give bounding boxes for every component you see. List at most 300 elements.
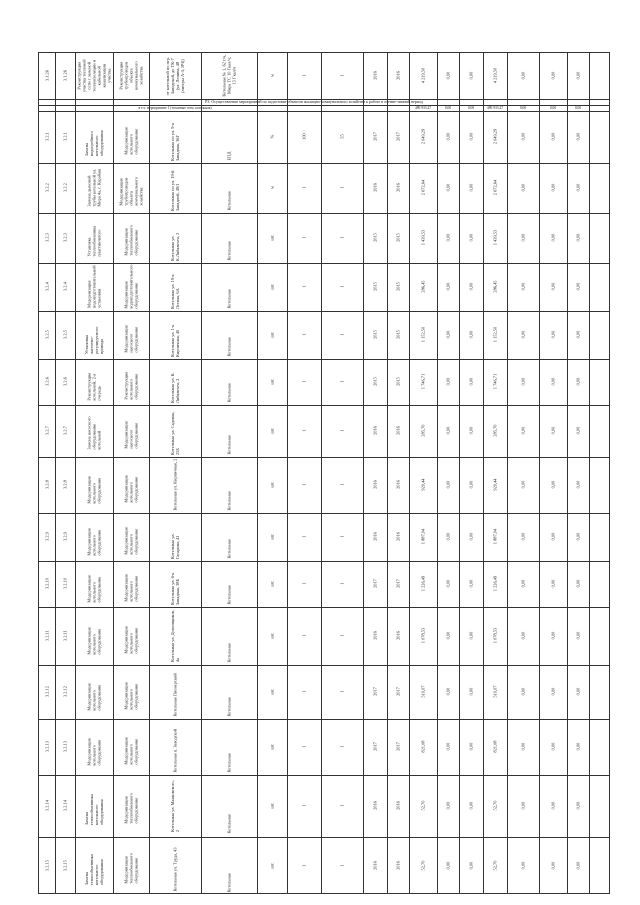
row-8-purpose-cell xyxy=(113,457,149,513)
row-13-qty: 1 xyxy=(301,745,307,749)
row-1-work-cell xyxy=(75,111,113,163)
row-3-s5-cell xyxy=(539,213,567,263)
row-14-s4-cell xyxy=(507,775,539,837)
row-4-s5: 0,00 xyxy=(550,283,556,291)
row-13-sum: 821,08 xyxy=(420,740,426,754)
row-8-unit-cell xyxy=(257,457,287,513)
row-2-s4-cell xyxy=(507,163,539,213)
top-row-method: Котельная № 1, 62 т/ч, Мира ТС 10 Гкал/ч; 15 Гкал/ч xyxy=(221,55,237,97)
row-2-year1-cell xyxy=(363,163,387,213)
row-10-code: 3.2.10 xyxy=(62,578,68,590)
row-8-method-cell xyxy=(201,457,257,513)
row-9-year1-cell xyxy=(363,513,387,561)
row-10-s4: 0,00 xyxy=(520,580,526,588)
row-8-s3-cell xyxy=(483,457,507,513)
row-6-year2: 2015 xyxy=(395,377,401,387)
row-5-num-cell xyxy=(39,311,55,359)
row-9-time: 1 xyxy=(339,535,345,539)
row-8-time-cell xyxy=(321,457,363,513)
row-6-qty: 1 xyxy=(301,380,307,384)
row-10-method-cell xyxy=(201,561,257,607)
row-7-s5: 0,00 xyxy=(550,427,556,435)
row-11-num: 3.2.11 xyxy=(44,630,50,642)
row-5-qty: 1 xyxy=(301,333,307,337)
row-5-s4: 0,00 xyxy=(520,331,526,339)
row-6-work: Реконструкция котельной, 2-я очередь xyxy=(86,373,102,401)
row-14-s1-cell xyxy=(437,775,459,837)
row-10-purpose: Модернизация котельного оборудования xyxy=(123,574,139,602)
row-15-qty-cell xyxy=(287,837,321,895)
row-15-time: 1 xyxy=(339,864,345,868)
row-8-address: Котельная ул. Кирпичная, 2 xyxy=(172,459,178,511)
row-4-sum-cell xyxy=(409,263,437,311)
row-15-work-cell xyxy=(75,837,113,895)
row-5-year1: 2015 xyxy=(372,330,378,340)
row-15-s1-cell xyxy=(437,837,459,895)
row-7-address: Котельная ул. Садовая, 25Б xyxy=(169,411,180,455)
row-11-time-cell xyxy=(321,607,363,665)
row-12-code: 3.2.12 xyxy=(62,686,68,698)
row-15-purpose: Модернизация теплообменного оборудования xyxy=(123,853,139,884)
row-12-year2-cell xyxy=(387,665,409,719)
row-8-year2-cell xyxy=(387,457,409,513)
row-4-year2: 2015 xyxy=(395,282,401,292)
second-row-s4: 0,00 xyxy=(519,106,527,110)
row-10-work: Модернизация котельного оборудования xyxy=(86,575,102,603)
row-2-time: 1 xyxy=(339,186,345,190)
row-11-code-cell xyxy=(55,607,75,665)
row-15-s5-cell xyxy=(539,837,567,895)
row-5-method-cell xyxy=(201,311,257,359)
row-1-work: Замена водогрейного котельного оборудования xyxy=(83,130,105,156)
row-11-year1-cell xyxy=(363,607,387,665)
row-7-year2: 2016 xyxy=(395,426,401,436)
row-10-sum: 1 226,49 xyxy=(420,576,426,592)
row-12-purpose-cell xyxy=(113,665,149,719)
row-10-method: Котельная xyxy=(226,585,232,605)
row-4-s3: 286,45 xyxy=(492,280,498,294)
row-15-code: 3.2.15 xyxy=(62,860,68,872)
row-9-purpose-cell xyxy=(113,513,149,561)
row-9-code: 3.2.9 xyxy=(62,532,68,542)
row-11-year2: 2016 xyxy=(395,631,401,641)
row-1-s4-cell xyxy=(507,111,539,163)
row-4-s3-cell xyxy=(483,263,507,311)
row-4-s1: 0,00 xyxy=(445,283,451,291)
row-5-s5: 0,00 xyxy=(550,331,556,339)
row-15-qty: 1 xyxy=(301,864,307,868)
row-10-s1: 0,00 xyxy=(445,580,451,588)
row-14-code-cell xyxy=(55,775,75,837)
row-9-s3-cell xyxy=(483,513,507,561)
row-2-sum-cell xyxy=(409,163,437,213)
row-11-s5-cell xyxy=(539,607,567,665)
row-4-qty: 1 xyxy=(301,285,307,289)
top-row-num-cell xyxy=(39,53,55,99)
row-7-time: 1 xyxy=(339,429,345,433)
row-11-year2-cell xyxy=(387,607,409,665)
row-9-s4: 0,00 xyxy=(520,533,526,541)
row-2-s5: 0,00 xyxy=(550,184,556,192)
row-14-time: 1 xyxy=(339,804,345,808)
row-7-num-cell xyxy=(39,405,55,457)
row-9-num: 3.2.9 xyxy=(44,532,50,542)
top-row-year1-cell xyxy=(363,53,387,99)
row-14-s5: 0,00 xyxy=(550,802,556,810)
row-14-year2-cell xyxy=(387,775,409,837)
row-12-unit-cell xyxy=(257,665,287,719)
row-9-method-cell xyxy=(201,513,257,561)
row-2-qty-cell xyxy=(287,163,321,213)
top-row-address-cell xyxy=(149,53,201,99)
row-15-sum: 52,70 xyxy=(420,861,426,871)
row-13-purpose-cell xyxy=(113,719,149,775)
row-3-qty: 1 xyxy=(301,236,307,240)
top-row-s6-cell xyxy=(567,53,589,99)
top-row-s6: 0,00 xyxy=(575,72,581,80)
row-2-s1: 0,00 xyxy=(445,184,451,192)
row-12-s1: 0,00 xyxy=(445,688,451,696)
row-13-time-cell xyxy=(321,719,363,775)
row-2-s3: 2 672,64 xyxy=(492,180,498,196)
row-1-address-cell xyxy=(149,111,201,163)
row-2-method: Котельная xyxy=(226,191,232,211)
row-12-year1: 2017 xyxy=(372,687,378,697)
top-row-purpose: Реконструкция трубопроводов объекта коммунального хозяйства xyxy=(118,61,144,91)
row-7-purpose-cell xyxy=(113,405,149,457)
row-11-s1: 0,00 xyxy=(445,632,451,640)
row-1-purpose: Модернизация котельного оборудования xyxy=(123,127,139,155)
row-7-s5-cell xyxy=(539,405,567,457)
row-13-work-cell xyxy=(75,719,113,775)
row-10-qty: 1 xyxy=(301,582,307,586)
second-row-s2: 0,00 xyxy=(467,106,475,110)
row-1-s5-cell xyxy=(539,111,567,163)
row-6-s1: 0,00 xyxy=(445,378,451,386)
row-4-s6-cell xyxy=(567,263,589,311)
row-11-s6-cell xyxy=(567,607,589,665)
row-5-work-cell xyxy=(75,311,113,359)
row-7-s2: 0,00 xyxy=(468,427,474,435)
row-7-method: Котельная xyxy=(226,435,232,455)
row-6-s4-cell xyxy=(507,359,539,405)
row-6-time-cell xyxy=(321,359,363,405)
row-10-purpose-cell xyxy=(113,561,149,607)
row-4-year1: 2015 xyxy=(372,282,378,292)
row-2-purpose-cell xyxy=(113,163,149,213)
row-14-work: Замена теплообменника котельного оборудования xyxy=(83,794,105,825)
row-4-s2-cell xyxy=(459,263,483,311)
top-row-s4-cell xyxy=(507,53,539,99)
row-11-method-cell xyxy=(201,607,257,665)
row-5-num: 3.2.5 xyxy=(44,330,50,340)
row-14-year1: 2016 xyxy=(372,801,378,811)
row-14-work-cell xyxy=(75,775,113,837)
row-5-sum: 1 152,50 xyxy=(420,327,426,343)
row-15-unit-cell xyxy=(257,837,287,895)
row-3-address-cell xyxy=(149,213,201,263)
row-9-s6: 0,00 xyxy=(575,533,581,541)
row-8-address-cell xyxy=(149,457,201,513)
row-13-s6: 0,00 xyxy=(575,743,581,751)
row-8-s1-cell xyxy=(437,457,459,513)
row-7-purpose: Модернизация насосного оборудования xyxy=(123,421,139,449)
row-7-s4: 0,00 xyxy=(520,427,526,435)
row-6-s5: 0,00 xyxy=(550,378,556,386)
row-6-s1-cell xyxy=(437,359,459,405)
row-10-num-cell xyxy=(39,561,55,607)
top-row-qty: 1 xyxy=(301,74,307,78)
row-9-num-cell xyxy=(39,513,55,561)
row-4-address: Котельная ул. 19-я Лесная, 6А xyxy=(169,274,180,309)
second-row-s6: 0,00 xyxy=(574,106,582,110)
row-4-purpose: Модернизация водоподготовительного оборудования xyxy=(123,264,139,309)
top-row-qty-cell xyxy=(287,53,321,99)
row-7-time-cell xyxy=(321,405,363,457)
row-6-s5-cell xyxy=(539,359,567,405)
row-7-year1-cell xyxy=(363,405,387,457)
row-4-s5-cell xyxy=(539,263,567,311)
row-9-method: Котельная xyxy=(226,539,232,559)
row-1-year1: 2017 xyxy=(372,132,378,142)
row-12-year1-cell xyxy=(363,665,387,719)
row-9-address-cell xyxy=(149,513,201,561)
row-5-code-cell xyxy=(55,311,75,359)
row-15-num: 3.2.15 xyxy=(44,860,50,872)
top-row-code-cell xyxy=(55,53,75,99)
row-10-s1-cell xyxy=(437,561,459,607)
row-13-s5-cell xyxy=(539,719,567,775)
row-3-code-cell xyxy=(55,213,75,263)
row-4-code: 3.2.4 xyxy=(62,282,68,292)
row-5-unit: шт. xyxy=(269,331,275,339)
row-6-method: Котельная xyxy=(226,383,232,403)
row-15-address-cell xyxy=(149,837,201,895)
row-14-s6-cell xyxy=(567,775,589,837)
row-1-s4: 0,00 xyxy=(520,133,526,141)
row-2-method-cell xyxy=(201,163,257,213)
row-4-s1-cell xyxy=(437,263,459,311)
row-14-s2: 0,00 xyxy=(468,802,474,810)
row-1-code-cell xyxy=(55,111,75,163)
row-9-unit-cell xyxy=(257,513,287,561)
row-15-year2-cell xyxy=(387,837,409,895)
row-11-unit-cell xyxy=(257,607,287,665)
row-5-year1-cell xyxy=(363,311,387,359)
row-12-time-cell xyxy=(321,665,363,719)
row-12-sum: 510,07 xyxy=(420,685,426,699)
row-14-s5-cell xyxy=(539,775,567,837)
row-1-s2: 0,00 xyxy=(468,133,474,141)
row-5-purpose: Модернизация насосного оборудования xyxy=(123,325,139,353)
row-5-method: Котельная xyxy=(226,337,232,357)
row-2-s5-cell xyxy=(539,163,567,213)
row-9-s2: 0,00 xyxy=(468,533,474,541)
row-12-s5: 0,00 xyxy=(550,688,556,696)
row-3-code: 3.2.3 xyxy=(62,233,68,243)
row-9-s5: 0,00 xyxy=(550,533,556,541)
row-2-s3-cell xyxy=(483,163,507,213)
row-1-qty-cell xyxy=(287,111,321,163)
row-4-purpose-cell xyxy=(113,263,149,311)
row-15-s3-cell xyxy=(483,837,507,895)
row-4-unit-cell xyxy=(257,263,287,311)
row-10-s5-cell xyxy=(539,561,567,607)
row-3-year2: 2015 xyxy=(395,233,401,243)
row-1-unit-cell xyxy=(257,111,287,163)
row-7-unit: шт. xyxy=(269,427,275,435)
row-7-work: Замена насосного оборудования котельной xyxy=(86,416,102,450)
top-row-work-cell xyxy=(75,53,113,99)
row-5-work: Установка частотно-регулируемого привода xyxy=(83,326,105,354)
row-7-s2-cell xyxy=(459,405,483,457)
row-14-sum: 52,70 xyxy=(420,801,426,811)
row-8-s4-cell xyxy=(507,457,539,513)
row-5-s6: 0,00 xyxy=(575,331,581,339)
row-13-s1-cell xyxy=(437,719,459,775)
row-3-s3: 1 439,53 xyxy=(492,230,498,246)
row-14-s3-cell xyxy=(483,775,507,837)
row-15-code-cell xyxy=(55,837,75,895)
row-7-code: 3.2.7 xyxy=(62,426,68,436)
row-10-time-cell xyxy=(321,561,363,607)
row-7-s3-cell xyxy=(483,405,507,457)
row-3-method-cell xyxy=(201,213,257,263)
row-15-address: Котельная ул. Труда, 43 xyxy=(172,847,178,892)
row-13-unit-cell xyxy=(257,719,287,775)
row-4-num-cell xyxy=(39,263,55,311)
top-row-method-cell xyxy=(201,53,257,99)
row-4-code-cell xyxy=(55,263,75,311)
row-9-sum-cell xyxy=(409,513,437,561)
top-row-s1-cell xyxy=(437,53,459,99)
row-6-code: 3.2.6 xyxy=(62,377,68,387)
row-6-year2-cell xyxy=(387,359,409,405)
row-9-work-cell xyxy=(75,513,113,561)
top-row-num: 3.1.26 xyxy=(44,70,50,82)
row-8-s1: 0,00 xyxy=(445,481,451,489)
row-4-time: 1 xyxy=(339,285,345,289)
row-3-s6-cell xyxy=(567,213,589,263)
row-1-time-cell xyxy=(321,111,363,163)
row-13-s3: 821,08 xyxy=(492,740,498,754)
row-8-method: Котельная xyxy=(226,491,232,511)
row-15-s5: 0,00 xyxy=(550,862,556,870)
second-row-s5: 0,00 xyxy=(549,106,557,110)
row-5-s3: 1 152,50 xyxy=(492,327,498,343)
row-2-address-cell xyxy=(149,163,201,213)
row-12-s4-cell xyxy=(507,665,539,719)
row-9-address: Котельная ул. Гагарина, 41 xyxy=(169,533,180,559)
row-3-s2-cell xyxy=(459,213,483,263)
row-7-code-cell xyxy=(55,405,75,457)
row-5-unit-cell xyxy=(257,311,287,359)
top-row-s2: 0,00 xyxy=(468,72,474,80)
row-8-s6-cell xyxy=(567,457,589,513)
row-6-num: 3.2.6 xyxy=(44,377,50,387)
row-9-year2: 2016 xyxy=(395,532,401,542)
row-3-num: 3.2.3 xyxy=(44,233,50,243)
row-9-s2-cell xyxy=(459,513,483,561)
row-13-num: 3.2.13 xyxy=(44,741,50,753)
row-13-code-cell xyxy=(55,719,75,775)
row-8-code-cell xyxy=(55,457,75,513)
row-9-purpose: Модернизация котельного оборудования xyxy=(123,527,139,555)
row-13-method-cell xyxy=(201,719,257,775)
top-row-sum-cell xyxy=(409,53,437,99)
row-6-s6-cell xyxy=(567,359,589,405)
row-3-s4-cell xyxy=(507,213,539,263)
row-4-method: Котельная xyxy=(226,289,232,309)
row-13-purpose: Модернизация котельного оборудования xyxy=(123,737,139,765)
row-10-unit: шт. xyxy=(269,580,275,588)
row-1-sum: 2 049,29 xyxy=(420,129,426,145)
row-10-qty-cell xyxy=(287,561,321,607)
row-6-s2: 0,00 xyxy=(468,378,474,386)
row-8-qty: 1 xyxy=(301,483,307,487)
top-row-year1: 2016 xyxy=(372,71,378,81)
row-4-s6: 0,00 xyxy=(575,283,581,291)
row-1-num: 3.2.1 xyxy=(44,132,50,142)
row-13-code: 3.2.13 xyxy=(62,741,68,753)
row-4-address-cell xyxy=(149,263,201,311)
top-row-s4: 0,00 xyxy=(520,72,526,80)
row-8-qty-cell xyxy=(287,457,321,513)
row-13-sum-cell xyxy=(409,719,437,775)
row-4-s4: 0,00 xyxy=(520,283,526,291)
row-2-s1-cell xyxy=(437,163,459,213)
row-14-s4: 0,00 xyxy=(520,802,526,810)
row-8-sum-cell xyxy=(409,457,437,513)
row-8-sum: 920,44 xyxy=(420,478,426,492)
row-8-s3: 920,44 xyxy=(492,478,498,492)
row-2-s2: 0,00 xyxy=(468,184,474,192)
row-8-num: 3.2.8 xyxy=(44,480,50,490)
row-6-s6: 0,00 xyxy=(575,378,581,386)
row-1-s6: 0,00 xyxy=(575,133,581,141)
row-12-s6: 0,00 xyxy=(575,688,581,696)
row-5-s2-cell xyxy=(459,311,483,359)
row-3-purpose-cell xyxy=(113,213,149,263)
document-table xyxy=(38,52,610,894)
row-14-address-cell xyxy=(149,775,201,837)
row-5-s2: 0,00 xyxy=(468,331,474,339)
row-10-code-cell xyxy=(55,561,75,607)
row-11-s2: 0,00 xyxy=(468,632,474,640)
row-14-method-cell xyxy=(201,775,257,837)
row-5-s6-cell xyxy=(567,311,589,359)
row-14-time-cell xyxy=(321,775,363,837)
row-11-method: Котельная xyxy=(226,643,232,663)
top-row-code: 3.1.26 xyxy=(62,70,68,82)
row-3-work: Установка теплообменника пластинчатого xyxy=(86,226,102,257)
row-10-year1-cell xyxy=(363,561,387,607)
row-3-unit-cell xyxy=(257,213,287,263)
row-10-year1: 2017 xyxy=(372,579,378,589)
row-5-year2: 2015 xyxy=(395,330,401,340)
row-6-address-cell xyxy=(149,359,201,405)
row-13-year2-cell xyxy=(387,719,409,775)
row-6-purpose-cell xyxy=(113,359,149,405)
row-9-s4-cell xyxy=(507,513,539,561)
row-8-unit: шт. xyxy=(269,481,275,489)
row-7-address-cell xyxy=(149,405,201,457)
row-1-time: 55 xyxy=(339,134,345,140)
row-10-s3-cell xyxy=(483,561,507,607)
row-12-num-cell xyxy=(39,665,55,719)
second-row-s3: 489 933,27 xyxy=(486,106,504,110)
row-6-code-cell xyxy=(55,359,75,405)
